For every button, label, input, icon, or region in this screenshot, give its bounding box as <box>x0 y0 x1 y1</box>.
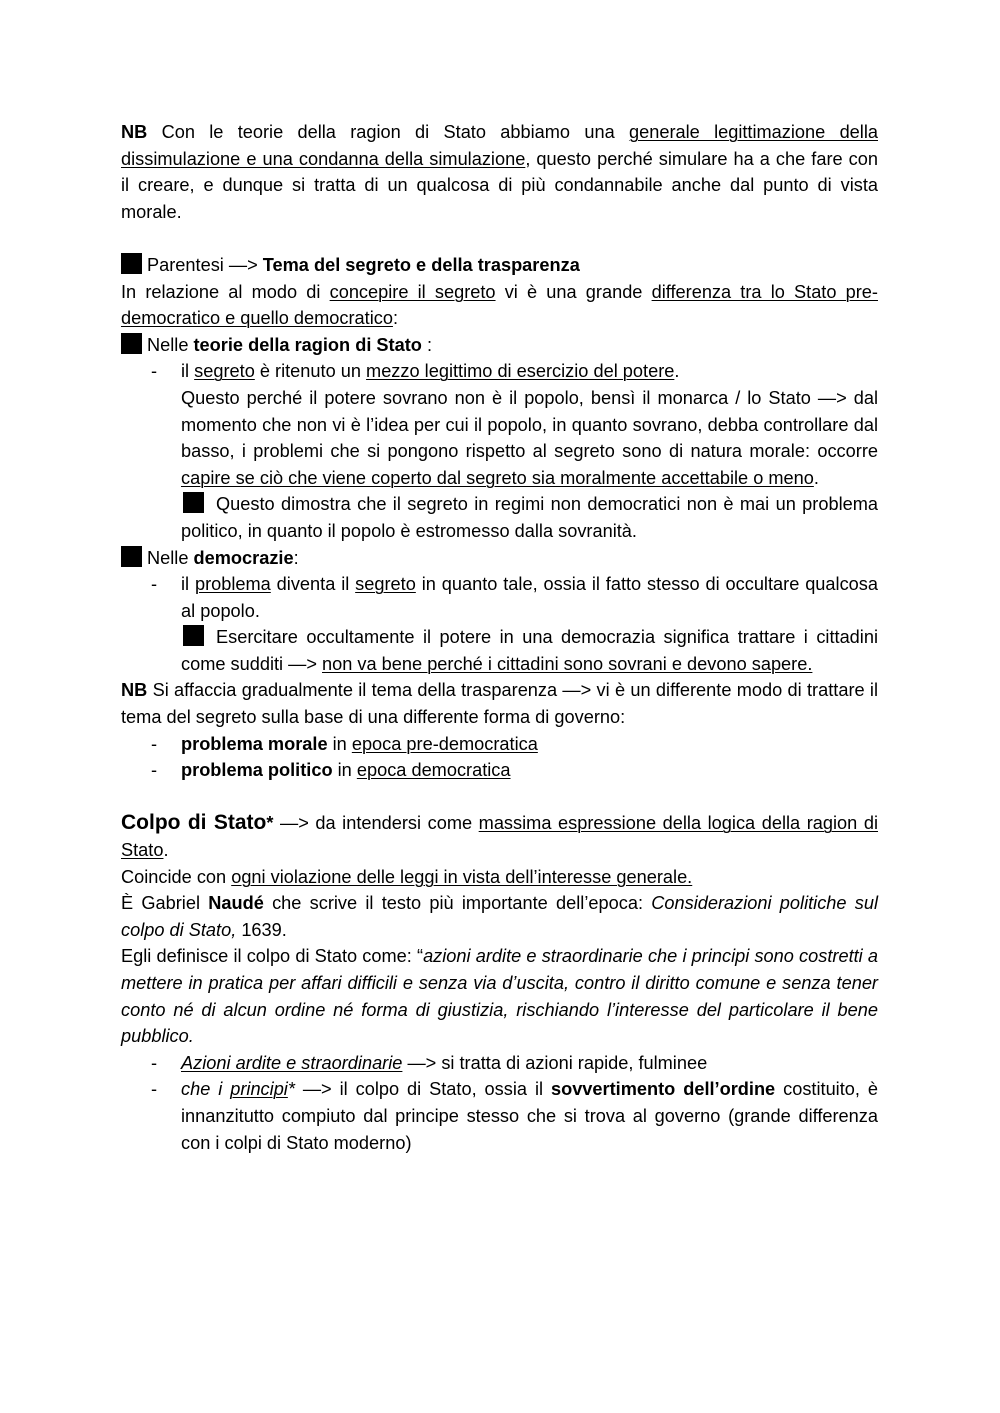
coincide-paragraph <box>121 864 878 891</box>
text: . <box>674 361 680 382</box>
text: in <box>327 733 352 754</box>
list-item <box>121 757 878 784</box>
black-square-icon <box>121 333 142 354</box>
colpo-heading <box>121 810 878 863</box>
dash-bullet: - <box>151 361 158 382</box>
bold-text: Naudé <box>208 893 264 914</box>
text: : <box>421 334 433 355</box>
text: in <box>332 760 357 781</box>
text: il <box>181 361 195 382</box>
italic-underlined-text: Azioni ardite e straordinarie <box>181 1052 403 1073</box>
underlined-text: ogni violazione delle leggi in vista dell’interesse generale. <box>231 866 693 887</box>
list-item <box>121 1050 878 1077</box>
indented-paragraph <box>121 385 878 491</box>
text: il <box>181 574 195 595</box>
indented-note <box>121 491 878 544</box>
underlined-text: massima espressione della logica della ragion di Stato <box>121 813 879 861</box>
text: Egli definisce il colpo di Stato come: “ <box>121 946 424 967</box>
list-item <box>121 358 878 385</box>
text: che scrive il testo più importante dell’epoca: <box>263 893 652 914</box>
underlined-text: mezzo legittimo di esercizio del potere <box>366 361 675 382</box>
list-item <box>121 731 878 758</box>
text: Questo perché il potere sovrano non è il popolo, bensì il monarca / lo Stato —> dal momento che non vi è l’idea per cui il popolo, in quanto sovrano, debba controllare dal basso, i problemi che si pongono rispetto al segreto sono di natura morale: occorre <box>181 387 878 462</box>
text: vi è una grande <box>495 281 652 302</box>
text: costituito, è innanzitutto compiuto dal principe stesso che si trova al governo (grande differenza con i colpi di Stato moderno) <box>181 1079 878 1153</box>
spacer <box>121 225 878 252</box>
asterisk: * <box>266 813 274 834</box>
underlined-text: non va bene perché i cittadini sono sovrani e devono sapere. <box>322 653 813 674</box>
bold-text: democrazie <box>193 547 294 568</box>
underlined-text: concepire il segreto <box>329 281 496 302</box>
section-title: Colpo di Stato <box>121 811 267 835</box>
dash-bullet: - <box>151 733 158 754</box>
dash-bullet: - <box>151 760 158 781</box>
italic-text: Considerazioni politiche sul colpo di Stato, <box>121 893 879 940</box>
black-square-icon <box>121 253 142 274</box>
underlined-text: generale legittimazione della dissimulazione e una condanna della simulazione <box>121 122 878 169</box>
italic-quote: azioni ardite e straordinarie che i principi sono costretti a mettere in pratica per affari difficili e senza via d’uscita, contro il diritto comune e senza tener conto né di alcun ordine né forma di giustizia, rischiando l’interesse del particolare il bene pubblico. <box>121 946 879 1047</box>
underlined-text: segreto <box>194 361 255 382</box>
text: Si affaccia gradualmente il tema della trasparenza —> vi è un differente modo di trattare il tema del segreto sulla base di una differente forma di governo: <box>121 680 878 728</box>
text: —> il colpo di Stato, ossia il <box>294 1079 551 1100</box>
black-square-icon <box>121 546 142 567</box>
parentesi-heading <box>121 252 878 279</box>
italic-underlined-text: principi <box>230 1079 288 1100</box>
text: —> si tratta di azioni rapide, fulminee <box>402 1052 708 1073</box>
text: Esercitare occultamente il potere in una democrazia significa trattare i cittadini come sudditi —> <box>181 627 878 674</box>
bold-text: sovvertimento dell’ordine <box>550 1079 776 1100</box>
text: diventa il <box>270 574 356 595</box>
relazione-paragraph <box>121 279 878 332</box>
text: Parentesi —> <box>147 254 263 275</box>
list-item <box>121 1076 878 1156</box>
text: : <box>293 547 299 568</box>
dash-bullet: - <box>151 1052 158 1073</box>
underlined-text: differenza tra lo Stato pre-democratico e quello democratico <box>121 281 878 329</box>
definisce-paragraph <box>121 943 878 1049</box>
indented-note <box>121 624 878 677</box>
text: In relazione al modo di <box>121 281 330 302</box>
naude-paragraph <box>121 890 878 943</box>
spacer <box>121 784 878 811</box>
nb-label: NB <box>121 680 148 701</box>
list-item <box>121 571 878 624</box>
dash-bullet: - <box>151 574 158 595</box>
underlined-text: capire se ciò che viene coperto dal segreto sia moralmente accettabile o meno <box>181 467 814 488</box>
underlined-text: epoca democratica <box>356 760 511 781</box>
democrazie-heading <box>121 545 878 572</box>
text: . <box>163 840 169 861</box>
text: . <box>813 467 819 488</box>
asterisk: * <box>287 1079 295 1100</box>
text: Questo dimostra che il segreto in regimi non democratici non è mai un problema politico, in quanto il popolo è estromesso dalla sovranità. <box>181 494 878 541</box>
text: Con le teorie della ragion di Stato abbiamo una <box>147 122 629 142</box>
underlined-text: problema <box>194 574 271 595</box>
text: è ritenuto un <box>254 361 367 382</box>
nb-paragraph-2 <box>121 677 878 730</box>
text: 1639. <box>236 919 287 940</box>
bold-heading: Tema del segreto e della trasparenza <box>262 254 580 275</box>
text: , questo perché simulare ha a che fare con il creare, e dunque si tratta di un qualcosa di più condannabile anche dal punto di vista morale. <box>121 148 878 222</box>
text: : <box>392 308 399 329</box>
underlined-text: segreto <box>355 574 416 595</box>
underlined-text: epoca pre-democratica <box>351 733 538 754</box>
nb-label: NB <box>121 122 148 142</box>
italic-text: che i <box>181 1079 231 1100</box>
text: Coincide con <box>121 866 232 887</box>
nb-paragraph-1 <box>121 119 878 225</box>
black-square-icon <box>183 625 204 646</box>
bold-text: problema morale <box>181 733 328 754</box>
text: in quanto tale, ossia il fatto stesso di occultare qualcosa al popolo. <box>181 574 878 621</box>
dash-bullet: - <box>151 1079 158 1100</box>
black-square-icon <box>183 492 204 513</box>
teorie-heading <box>121 332 878 359</box>
text: Nelle <box>147 334 194 355</box>
document-page <box>121 119 878 1156</box>
text: —> da intendersi come <box>273 813 479 834</box>
bold-text: problema politico <box>181 760 333 781</box>
bold-text: teorie della ragion di Stato <box>193 334 422 355</box>
text: È Gabriel <box>121 893 209 914</box>
text: Nelle <box>147 547 194 568</box>
